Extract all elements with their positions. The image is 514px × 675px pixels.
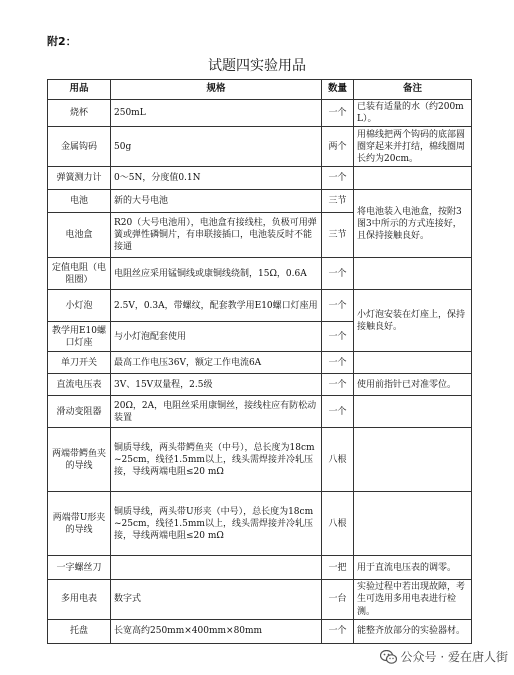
row-note bbox=[354, 396, 472, 428]
row-qty: 三节 bbox=[322, 190, 354, 213]
row-note: 使用前指针已对准零位。 bbox=[354, 374, 472, 396]
row-note: 用棉线把两个钩码的底部圆圈穿起来并打结，棉线圈周长约为20cm。 bbox=[354, 127, 472, 167]
table-row bbox=[48, 352, 472, 374]
table-row bbox=[48, 258, 472, 290]
row-spec: 电阻丝应采用锰铜线或康铜线绕制，15Ω，0.6A bbox=[111, 258, 322, 290]
row-qty: 一个 bbox=[322, 352, 354, 374]
row-name: 烧杯 bbox=[48, 100, 111, 127]
row-note: 用于直流电压表的调零。 bbox=[354, 556, 472, 580]
header-qty: 数量 bbox=[322, 80, 354, 100]
header-note: 备注 bbox=[354, 80, 472, 100]
row-name: 金属钩码 bbox=[48, 127, 111, 167]
header-name: 用品 bbox=[48, 80, 111, 100]
row-name: 电池 bbox=[48, 190, 111, 213]
table-row bbox=[48, 127, 472, 167]
table-row bbox=[48, 100, 472, 127]
row-spec: R20（大号电池用），电池盒有接线柱，负极可用弹簧或弹性磷铜片，有串联接插口，电池装反时不能接通 bbox=[111, 213, 322, 258]
table-row bbox=[48, 428, 472, 492]
row-qty: 一把 bbox=[322, 556, 354, 580]
row-qty: 一个 bbox=[322, 374, 354, 396]
row-spec: 铜质导线，两头带鳄鱼夹（中号），总长度为18cm~25cm，线径1.5mm以上，线头需焊接并冷轧压接，导线两端电阻≤20 mΩ bbox=[111, 428, 322, 492]
row-qty: 八根 bbox=[322, 492, 354, 556]
row-note bbox=[354, 428, 472, 492]
row-qty: 一个 bbox=[322, 322, 354, 352]
row-spec: 3V、15V双量程，2.5级 bbox=[111, 374, 322, 396]
watermark-text: 公众号 · 爱在唐人街 bbox=[400, 650, 508, 664]
appendix-label: 附2： bbox=[47, 35, 77, 48]
row-qty: 一个 bbox=[322, 396, 354, 428]
row-note bbox=[354, 492, 472, 556]
table-row bbox=[48, 619, 472, 643]
row-qty: 三节 bbox=[322, 213, 354, 258]
table-row bbox=[48, 374, 472, 396]
row-qty: 一个 bbox=[322, 258, 354, 290]
row-spec: 0～5N，分度值0.1N bbox=[111, 167, 322, 190]
equipment-table bbox=[47, 79, 472, 644]
row-name: 电池盒 bbox=[48, 213, 111, 258]
row-name: 两端带鳄鱼夹的导线 bbox=[48, 428, 111, 492]
wechat-icon bbox=[380, 650, 397, 664]
row-qty: 一台 bbox=[322, 580, 354, 619]
row-name: 教学用E10螺口灯座 bbox=[48, 322, 111, 352]
row-name: 直流电压表 bbox=[48, 374, 111, 396]
table-header-row bbox=[48, 80, 472, 100]
row-name: 两端带U形夹的导线 bbox=[48, 492, 111, 556]
row-spec: 与小灯泡配套使用 bbox=[111, 322, 322, 352]
row-spec: 数字式 bbox=[111, 580, 322, 619]
table-row bbox=[48, 396, 472, 428]
watermark bbox=[380, 648, 508, 665]
row-name: 定值电阻（电阻圈） bbox=[48, 258, 111, 290]
row-spec: 铜质导线，两头带U形夹（中号），总长度为18cm~25cm，线径1.5mm以上，线头需焊接并冷轧压接，导线两端电阻≤20 mΩ bbox=[111, 492, 322, 556]
row-qty: 一个 bbox=[322, 100, 354, 127]
row-spec: 250mL bbox=[111, 100, 322, 127]
row-note: 实验过程中若出现故障，考生可选用多用电表进行检测。 bbox=[354, 580, 472, 619]
row-name: 托盘 bbox=[48, 619, 111, 643]
row-spec: 最高工作电压36V，额定工作电流6A bbox=[111, 352, 322, 374]
table-row bbox=[48, 190, 472, 213]
row-name: 弹簧测力计 bbox=[48, 167, 111, 190]
row-note bbox=[354, 258, 472, 290]
row-name: 单刀开关 bbox=[48, 352, 111, 374]
row-qty: 一个 bbox=[322, 290, 354, 322]
row-qty: 八根 bbox=[322, 428, 354, 492]
table-row bbox=[48, 167, 472, 190]
row-note: 将电池装入电池盒，按附3图3中所示的方式连接好，且保持接触良好。 bbox=[354, 190, 472, 258]
row-spec: 2.5V，0.3A，带螺纹，配套教学用E10螺口灯座用 bbox=[111, 290, 322, 322]
row-note: 已装有适量的水（约200mL）。 bbox=[354, 100, 472, 127]
row-name: 小灯泡 bbox=[48, 290, 111, 322]
row-spec: 长宽高约250mm×400mm×80mm bbox=[111, 619, 322, 643]
table-row bbox=[48, 492, 472, 556]
row-note: 能整齐放部分的实验器材。 bbox=[354, 619, 472, 643]
row-note: 小灯泡安装在灯座上，保持接触良好。 bbox=[354, 290, 472, 352]
row-note bbox=[354, 167, 472, 190]
row-name: 多用电表 bbox=[48, 580, 111, 619]
table-row bbox=[48, 580, 472, 619]
table-row bbox=[48, 290, 472, 322]
row-qty: 一个 bbox=[322, 167, 354, 190]
row-spec: 新的大号电池 bbox=[111, 190, 322, 213]
table-row bbox=[48, 556, 472, 580]
row-qty: 一个 bbox=[322, 619, 354, 643]
row-name: 滑动变阻器 bbox=[48, 396, 111, 428]
row-note bbox=[354, 352, 472, 374]
row-qty: 两个 bbox=[322, 127, 354, 167]
page-title: 试题四实验用品 bbox=[208, 58, 306, 74]
header-spec: 规格 bbox=[111, 80, 322, 100]
row-spec: 20Ω，2A，电阻丝采用康铜丝，接线柱应有防松动装置 bbox=[111, 396, 322, 428]
row-name: 一字螺丝刀 bbox=[48, 556, 111, 580]
row-spec bbox=[111, 556, 322, 580]
row-spec: 50g bbox=[111, 127, 322, 167]
